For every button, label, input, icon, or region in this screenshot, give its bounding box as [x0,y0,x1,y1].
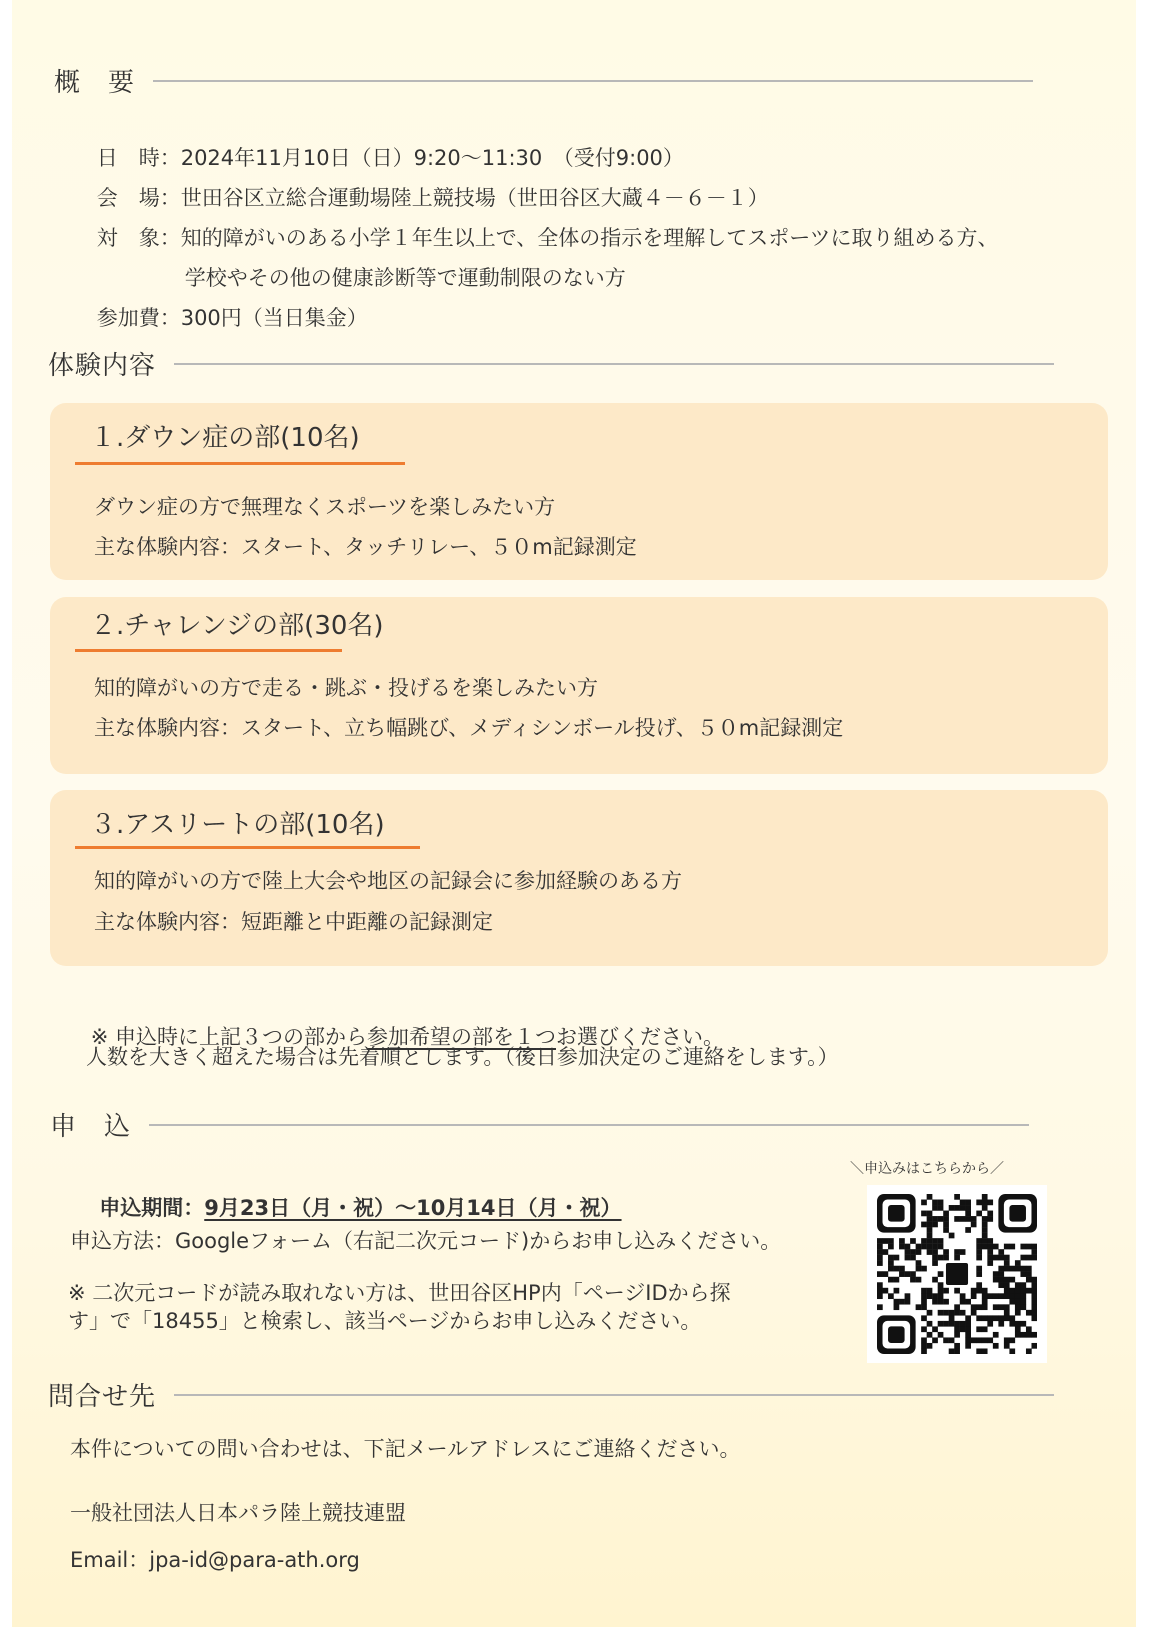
target-label: 対 象： [96,226,181,250]
date-value: 2024年11月10日（日）9:20～11:30 （受付9:00） [180,146,684,170]
course-card-underline [75,649,342,652]
course-card-content: 主な体験内容：スタート、立ち幅跳び、メディシンボール投げ、５０m記録測定 [94,716,844,740]
course-card-challenge [50,597,1108,774]
apply-heading-rule [149,1124,1029,1126]
overview-heading [54,62,1033,99]
course-card-underline [75,462,405,465]
course-card-athlete [50,790,1108,966]
course-card-content: 主な体験内容：短距離と中距離の記録測定 [94,910,493,934]
contact-heading-rule [174,1394,1054,1396]
course-card-desc: 知的障がいの方で走る・跳ぶ・投げるを楽しみたい方 [94,676,598,700]
overview-heading-rule [153,80,1033,82]
selection-note-suffix: お選びください。 [555,1025,724,1049]
course-card-title: ３.アスリートの部(10名) [90,810,385,840]
venue-label: 会 場： [96,186,181,210]
course-card-content: 主な体験内容：スタート、タッチリレー、５０m記録測定 [94,535,637,559]
apply-period-value: 9月23日（月・祝）～10月14日（月・祝） [204,1196,622,1220]
target-value-2: 学校やその他の健康診断等で運動制限のない方 [184,266,626,290]
course-card-title: ２.チャレンジの部(30名) [90,611,384,641]
fee-label: 参加費： [96,306,181,330]
course-card-underline [75,846,420,849]
contact-intro: 本件についての問い合わせは、下記メールアドレスにご連絡ください。 [70,1437,741,1461]
contact-heading [48,1376,1054,1413]
apply-method: 申込方法：Googleフォーム（右記二次元コード)からお申し込みください。 [70,1229,782,1253]
course-card-down-syndrome [50,403,1108,580]
experience-heading [48,345,1054,382]
apply-note-line2: す」で「18455」と検索し、該当ページからお申し込みください。 [68,1309,702,1333]
contact-org: 一般社団法人日本パラ陸上競技連盟 [70,1501,406,1525]
venue-value: 世田谷区立総合運動場陸上競技場（世田谷区大蔵４－６－１） [180,186,769,210]
overview-heading-text: 概 要 [54,68,136,98]
experience-heading-text: 体験内容 [48,351,157,381]
qr-caption: ＼申込みはこちらから／ [850,1161,1004,1177]
selection-note-underlined: 参加希望の部を１つ [366,1025,556,1049]
experience-heading-rule [174,363,1054,365]
fee-value: 300円（当日集金） [180,306,368,330]
selection-note-prefix: ※ 申込時に上記３つの部から [90,1025,367,1049]
course-card-desc: 知的障がいの方で陸上大会や地区の記録会に参加経験のある方 [94,869,682,893]
apply-heading [50,1106,1029,1143]
apply-note-line1: ※ 二次元コードが読み取れない方は、世田谷区HP内「ページIDから探 [68,1281,731,1305]
apply-heading-text: 申 込 [50,1112,132,1142]
target-value-1: 知的障がいのある小学１年生以上で、全体の指示を理解してスポーツに取り組める方、 [180,226,999,250]
qr-code[interactable] [867,1185,1047,1363]
contact-email[interactable]: Email：jpa-id@para-ath.org [70,1548,360,1572]
course-card-desc: ダウン症の方で無理なくスポーツを楽しみたい方 [94,495,556,519]
contact-heading-text: 問合せ先 [48,1382,157,1412]
course-card-title: １.ダウン症の部(10名) [90,423,360,453]
selection-note-line2: 人数を大きく超えた場合は先着順とします。（後日参加決定のご連絡をします。） [86,1045,839,1069]
apply-period-label: 申込期間： [99,1196,205,1220]
date-label: 日 時： [96,146,181,170]
qr-code-icon[interactable] [877,1194,1037,1354]
